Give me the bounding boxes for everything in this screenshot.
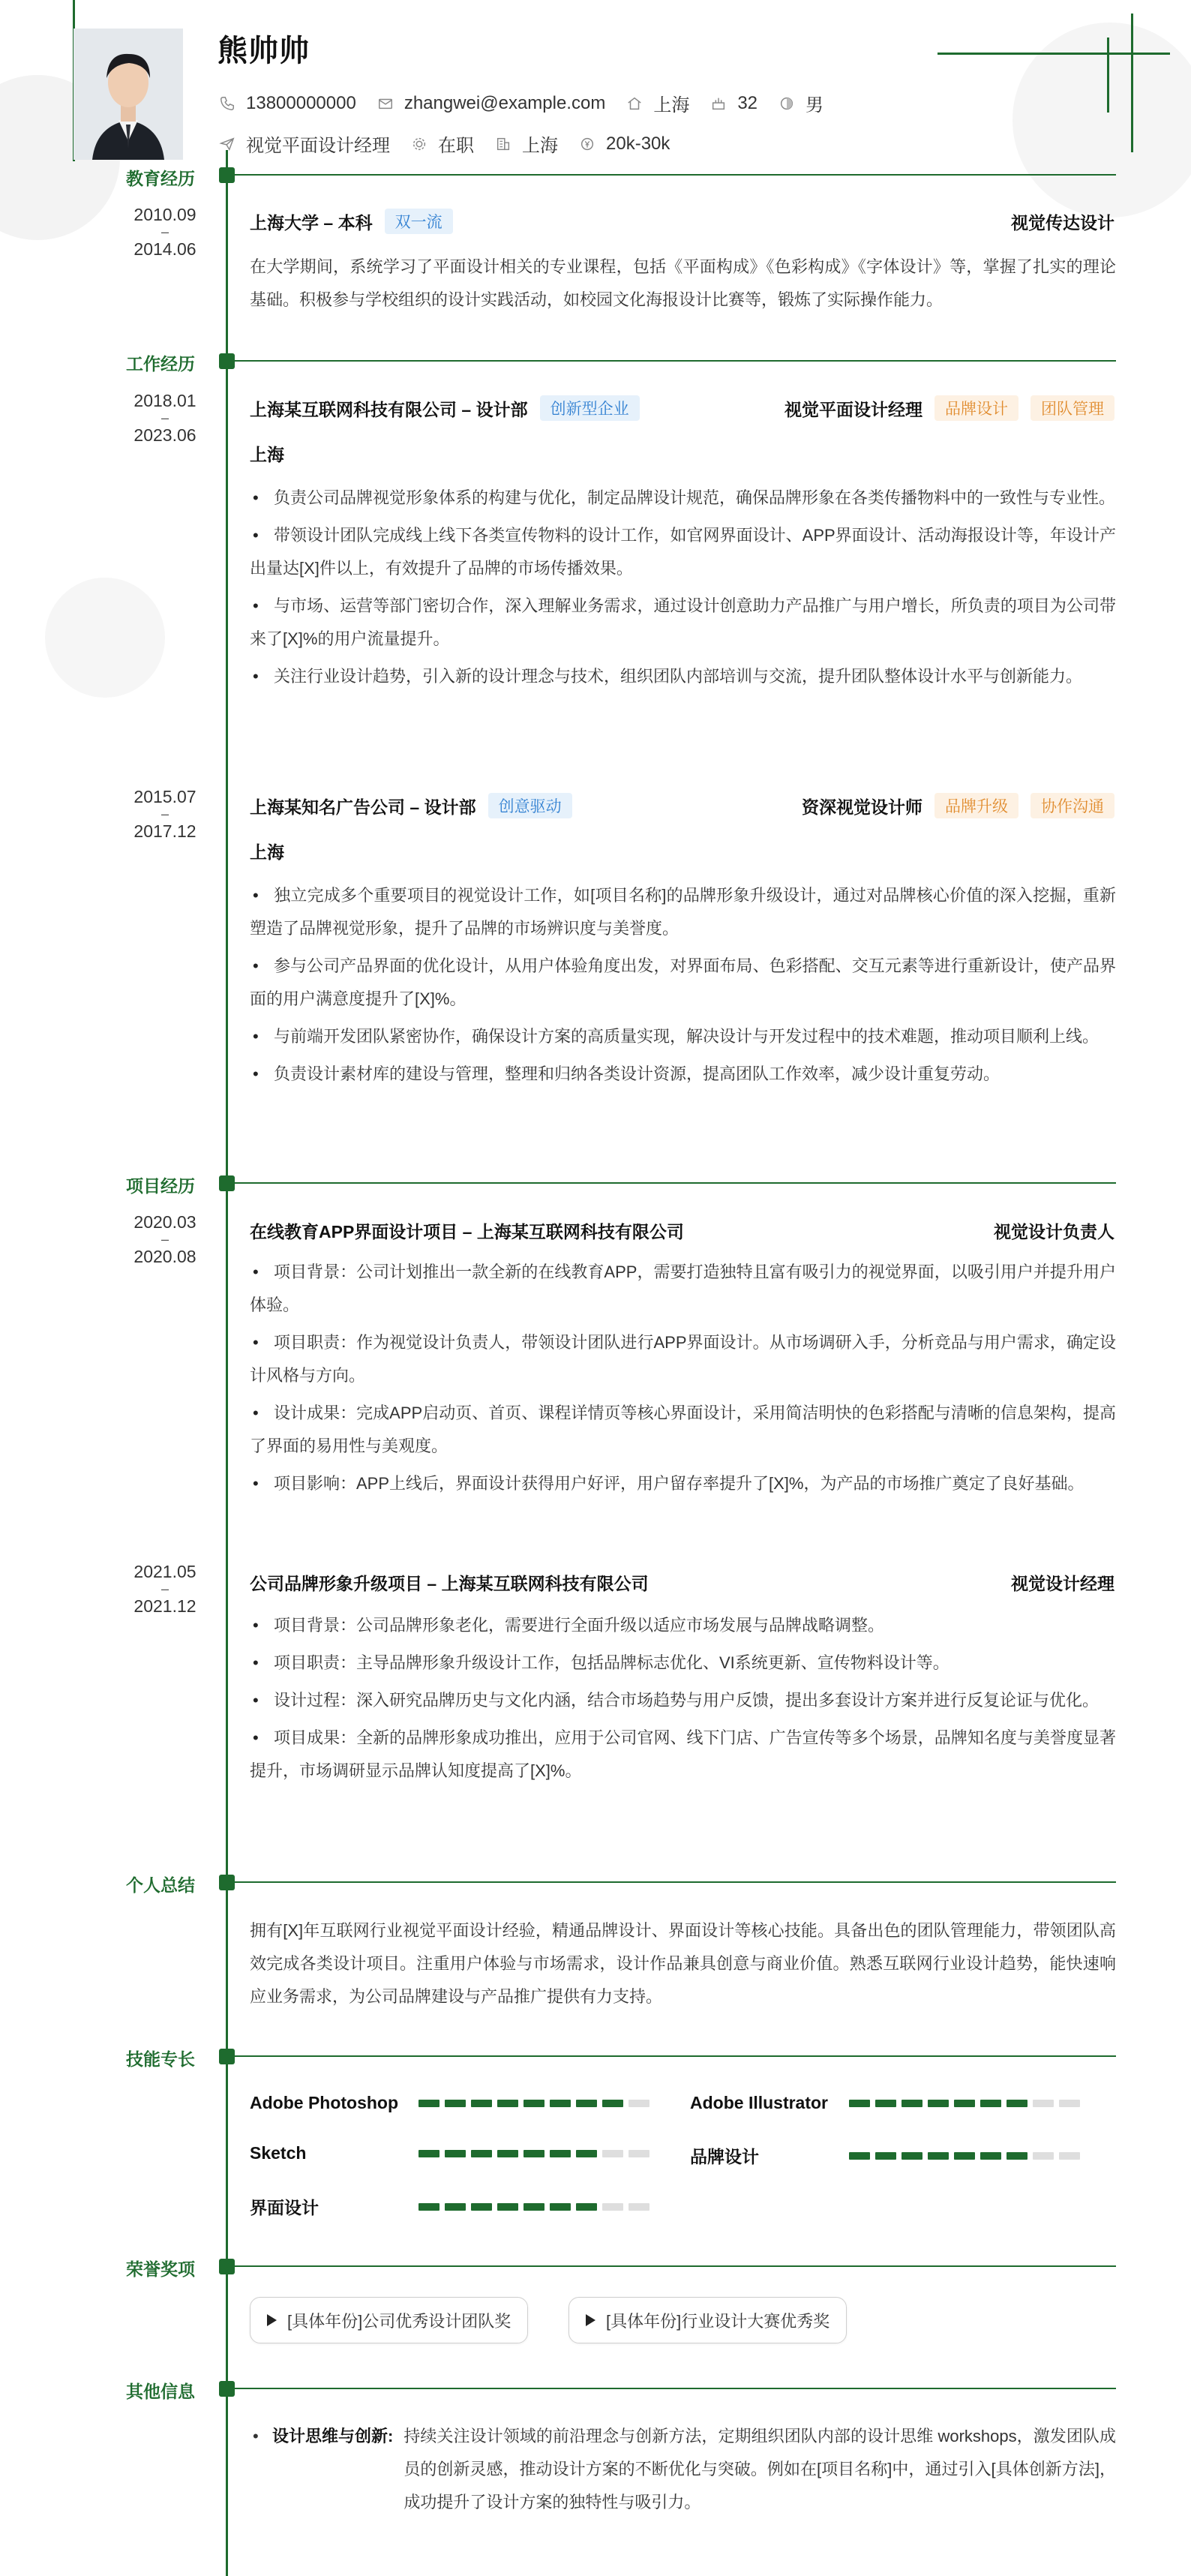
- list-item: • 带领设计团队完成线上线下各类宣传物料的设计工作，如官网界面设计、APP界面设计、活动海报设计等，年设计产出量达[X]件以上，有效提升了品牌的市场传播效果。: [250, 519, 1116, 585]
- job-target: [218, 131, 390, 157]
- skill-item: [250, 2143, 655, 2163]
- skill-level-bar: [849, 2100, 1085, 2107]
- gender-text: 男: [806, 95, 824, 116]
- skill-item: [690, 2093, 1085, 2113]
- skill-segment-filled: [1006, 2100, 1028, 2107]
- section-title-projects: 项目经历: [126, 1176, 195, 1196]
- work-head: [250, 395, 1114, 421]
- cake-icon: [709, 94, 728, 113]
- skill-segment-filled: [875, 2100, 896, 2107]
- home-icon: [625, 94, 644, 113]
- status-text: 在职: [438, 136, 474, 156]
- skill-segment-empty: [1033, 2152, 1054, 2160]
- section-title-honors: 荣誉奖项: [126, 2259, 195, 2279]
- summary-text: 拥有[X]年互联网行业视觉平面设计经验，精通品牌设计、界面设计等核心技能。具备出色的团队管理能力，带领团队高效完成各类设计项目。注重用户体验与市场需求，设计作品兼具创意与商业价值。熟悉互联网行业设计趋势，能快速响应业务需求，为公司品牌建设与产品推广提供有力支持。: [250, 1921, 1116, 2006]
- send-icon: [218, 134, 237, 154]
- section-title-other: 其他信息: [126, 2382, 195, 2401]
- list-item: • 项目影响：APP上线后，界面设计获得用户好评，用户留存率提升了[X]%，为产品的市场推广奠定了良好基础。: [250, 1467, 1116, 1500]
- project-head: [250, 1218, 1114, 1243]
- school-name: 上海大学 – 本科: [250, 212, 373, 233]
- skill-segment-filled: [849, 2100, 870, 2107]
- school-tag: 双一流: [385, 209, 453, 234]
- hometown-text: 上海: [653, 95, 690, 116]
- role-tag: 品牌升级: [934, 793, 1018, 818]
- date-start: 2010.09: [134, 205, 196, 224]
- project-bullets: [250, 1609, 1116, 1792]
- date-start: 2015.07: [134, 787, 196, 806]
- date-dash: –: [160, 410, 169, 425]
- honor-badge: [250, 2297, 528, 2343]
- skill-segment-empty: [1059, 2152, 1080, 2160]
- skill-segment-empty: [628, 2203, 650, 2211]
- project-date: [112, 1563, 218, 1615]
- list-item: • 项目职责：作为视觉设计负责人，带领设计团队进行APP界面设计。从市场调研入手，分析竞品与用户需求，确定设计风格与方向。: [250, 1326, 1116, 1392]
- skill-name: 界面设计: [250, 2198, 319, 2217]
- date-start: 2018.01: [134, 391, 196, 410]
- timeline-line: [226, 150, 228, 2576]
- section-title-skills: 技能专长: [126, 2049, 195, 2069]
- corner-decoration-v2: [1107, 38, 1109, 113]
- play-icon: [586, 2314, 596, 2326]
- skill-item: [250, 2093, 655, 2113]
- skill-segment-filled: [576, 2203, 597, 2211]
- list-item: • 项目职责：主导品牌形象升级设计工作，包括品牌标志优化、VI系统更新、宣传物料设计等。: [250, 1647, 1116, 1680]
- gender-icon: [777, 94, 796, 113]
- avatar: [74, 29, 183, 160]
- skill-segment-filled: [576, 2100, 597, 2107]
- skill-segment-filled: [524, 2100, 544, 2107]
- job-row: [218, 131, 689, 157]
- list-item: • 设计过程：深入研究品牌历史与文化内涵，结合市场趋势与用户反馈，提出多套设计方案并进行反复论证与优化。: [250, 1684, 1116, 1717]
- skill-segment-filled: [902, 2152, 922, 2160]
- project-date: [112, 1213, 218, 1265]
- list-item: • 与前端开发团队紧密协作，确保设计方案的高质量实现，解决设计与开发过程中的技术难题，推动项目顺利上线。: [250, 1020, 1116, 1053]
- contact-row: [218, 90, 843, 116]
- job-role: 资深视觉设计师: [802, 797, 922, 817]
- city-text: 上海: [522, 136, 558, 156]
- skill-segment-filled: [954, 2152, 975, 2160]
- gender: [777, 90, 824, 116]
- project-bullets: [250, 1256, 1116, 1505]
- section-divider: [228, 360, 1116, 362]
- role-tag: 协作沟通: [1030, 793, 1114, 818]
- skill-segment-filled: [471, 2203, 492, 2211]
- email: [376, 93, 606, 114]
- section-divider: [228, 2388, 1116, 2389]
- skill-segment-filled: [418, 2150, 440, 2157]
- list-item: • 负责公司品牌视觉形象体系的构建与优化，制定品牌设计规范，确保品牌形象在各类传播物料中的一致性与专业性。: [250, 482, 1116, 515]
- skill-segment-filled: [602, 2100, 623, 2107]
- work-location: 上海: [250, 445, 284, 464]
- project-head: [250, 1570, 1114, 1595]
- skill-name: Sketch: [250, 2143, 307, 2163]
- skill-segment-filled: [902, 2100, 922, 2107]
- skill-segment-filled: [875, 2152, 896, 2160]
- skill-segment-filled: [849, 2152, 870, 2160]
- list-item: • 项目背景：公司计划推出一款全新的在线教育APP，需要打造独特且富有吸引力的视觉界面，以吸引用户并提升用户体验。: [250, 1256, 1116, 1322]
- major: 视觉传达设计: [1011, 212, 1114, 233]
- skill-segment-empty: [602, 2150, 623, 2157]
- phone-icon: [218, 94, 237, 113]
- skill-item: [250, 2194, 655, 2219]
- education-description: 在大学期间，系统学习了平面设计相关的专业课程，包括《平面构成》《色彩构成》《字体设计》等，掌握了扎实的理论基础。积极参与学校组织的设计实践活动，如校园文化海报设计比赛等，锻炼了实际操作能力。: [250, 257, 1116, 309]
- job-role: 视觉平面设计经理: [784, 399, 922, 419]
- phone: [218, 93, 356, 114]
- section-divider: [228, 174, 1116, 176]
- work-date: [112, 392, 218, 444]
- email-text: zhangwei@example.com: [404, 92, 606, 113]
- salary-text: 20k-30k: [606, 133, 670, 154]
- skill-segment-filled: [418, 2203, 440, 2211]
- company-name: 上海某互联网科技有限公司 – 设计部: [250, 399, 528, 419]
- project-role: 视觉设计经理: [1011, 1574, 1114, 1593]
- date-end: 2017.12: [134, 821, 196, 841]
- other-value: 持续关注设计领域的前沿理念与创新方法，定期组织团队内部的设计思维 workshops，激发团队成员的创新灵感，推动设计方案的不断优化与突破。例如在[项目名称]中，通过引入[具体创新方法]，成功提升了设计方案的独特性与吸引力。: [404, 2427, 1116, 2511]
- list-item: • 与市场、运营等部门密切合作，深入理解业务需求，通过设计创意助力产品推广与用户增长，所负责的项目为公司带来了[X]%的用户流量提升。: [250, 590, 1116, 656]
- skill-segment-filled: [550, 2203, 571, 2211]
- date-end: 2014.06: [134, 239, 196, 259]
- skill-name: Adobe Photoshop: [250, 2093, 399, 2112]
- list-item: • 独立完成多个重要项目的视觉设计工作，如[项目名称]的品牌形象升级设计，通过对品牌核心价值的深入挖掘，重新塑造了品牌视觉形象，提升了品牌的市场辨识度与美誉度。: [250, 879, 1116, 945]
- project-title: 在线教育APP界面设计项目 – 上海某互联网科技有限公司: [250, 1222, 684, 1241]
- role-tag: 团队管理: [1030, 395, 1114, 421]
- date-start: 2020.03: [134, 1212, 196, 1232]
- section-divider: [228, 1182, 1116, 1184]
- skill-segment-filled: [497, 2150, 518, 2157]
- project-title: 公司品牌形象升级项目 – 上海某互联网科技有限公司: [250, 1574, 649, 1593]
- section-title-education: 教育经历: [126, 169, 195, 188]
- corner-decoration-v: [1131, 14, 1133, 152]
- skill-segment-filled: [550, 2100, 571, 2107]
- honor-text: [具体年份]行业设计大赛优秀奖: [606, 2311, 830, 2331]
- section-divider: [228, 2265, 1116, 2267]
- date-dash: –: [160, 806, 169, 821]
- skill-name: 品牌设计: [690, 2147, 759, 2166]
- salary: [578, 134, 670, 155]
- corner-decoration-h: [938, 53, 1170, 55]
- bg-circle-right: [1012, 23, 1191, 218]
- age-text: 32: [737, 92, 758, 113]
- skill-segment-empty: [1059, 2100, 1080, 2107]
- project-role: 视觉设计负责人: [994, 1222, 1114, 1241]
- skill-segment-filled: [524, 2150, 544, 2157]
- section-divider: [228, 2055, 1116, 2057]
- education-date: [112, 206, 218, 258]
- skill-level-bar: [418, 2150, 655, 2157]
- date-dash: –: [160, 1232, 169, 1247]
- skill-segment-filled: [928, 2152, 949, 2160]
- section-title-work: 工作经历: [126, 354, 195, 374]
- company-tag: 创新型企业: [540, 395, 640, 421]
- skill-segment-empty: [602, 2203, 623, 2211]
- skill-segment-filled: [497, 2100, 518, 2107]
- date-start: 2021.05: [134, 1562, 196, 1581]
- skill-segment-filled: [928, 2100, 949, 2107]
- date-end: 2020.08: [134, 1247, 196, 1266]
- section-title-summary: 个人总结: [126, 1875, 195, 1895]
- skill-segment-empty: [628, 2150, 650, 2157]
- list-item: • 项目成果：全新的品牌形象成功推出，应用于公司官网、线下门店、广告宣传等多个场景，品牌知名度与美誉度显著提升，市场调研显示品牌认知度提高了[X]%。: [250, 1722, 1116, 1788]
- skill-segment-filled: [471, 2150, 492, 2157]
- skill-segment-filled: [497, 2203, 518, 2211]
- honor-text: [具体年份]公司优秀设计团队奖: [287, 2311, 512, 2331]
- role-tag: 品牌设计: [934, 395, 1018, 421]
- section-divider: [228, 1881, 1116, 1883]
- bullet: •: [253, 2427, 259, 2445]
- hometown: [625, 90, 689, 116]
- skill-segment-filled: [1006, 2152, 1028, 2160]
- date-end: 2021.12: [134, 1596, 196, 1616]
- money-icon: [578, 134, 597, 154]
- job-target-text: 视觉平面设计经理: [246, 136, 390, 156]
- list-item: • 设计成果：完成APP启动页、首页、课程详情页等核心界面设计，采用简洁明快的色彩搭配与清晰的信息架构，提高了界面的易用性与美观度。: [250, 1397, 1116, 1463]
- skill-segment-filled: [954, 2100, 975, 2107]
- work-head: [250, 793, 1114, 818]
- skill-segment-filled: [418, 2100, 440, 2107]
- phone-text: 13800000000: [246, 92, 356, 113]
- job-city: [494, 131, 558, 157]
- skill-segment-empty: [628, 2100, 650, 2107]
- skill-segment-empty: [1033, 2100, 1054, 2107]
- building-icon: [494, 134, 513, 154]
- skill-segment-filled: [576, 2150, 597, 2157]
- company-name: 上海某知名广告公司 – 设计部: [250, 797, 476, 817]
- gear-icon: [410, 134, 429, 154]
- skill-item: [690, 2143, 1085, 2168]
- list-item: • 参与公司产品界面的优化设计，从用户体验角度出发，对界面布局、色彩搭配、交互元素等进行重新设计，使产品界面的用户满意度提升了[X]%。: [250, 950, 1116, 1016]
- list-item: • 负责设计素材库的建设与管理，整理和归纳各类设计资源，提高团队工作效率，减少设计重复劳动。: [250, 1058, 1116, 1091]
- education-head: [250, 209, 1114, 234]
- skill-segment-filled: [980, 2152, 1001, 2160]
- company-tag: 创意驱动: [488, 793, 572, 818]
- bg-circle-mid-left: [45, 578, 165, 698]
- other-key: 设计思维与创新:: [272, 2427, 394, 2445]
- date-dash: –: [160, 1581, 169, 1596]
- candidate-name: 熊帅帅: [218, 35, 310, 68]
- skill-segment-filled: [445, 2150, 466, 2157]
- play-icon: [267, 2314, 277, 2326]
- other-info-item: [250, 2420, 1116, 2519]
- work-date: [112, 788, 218, 840]
- skill-level-bar: [418, 2100, 655, 2107]
- job-status: [410, 131, 474, 157]
- skill-segment-filled: [524, 2203, 544, 2211]
- date-dash: –: [160, 224, 169, 239]
- skill-name: Adobe Illustrator: [690, 2093, 829, 2112]
- mail-icon: [376, 94, 395, 113]
- honor-badge: [568, 2297, 847, 2343]
- skill-level-bar: [849, 2152, 1085, 2160]
- skill-segment-filled: [550, 2150, 571, 2157]
- work-bullets: [250, 482, 1116, 698]
- work-location: 上海: [250, 842, 284, 862]
- skill-level-bar: [418, 2203, 655, 2211]
- age: [709, 93, 758, 114]
- list-item: • 项目背景：公司品牌形象老化，需要进行全面升级以适应市场发展与品牌战略调整。: [250, 1609, 1116, 1642]
- work-bullets: [250, 879, 1116, 1095]
- skill-segment-filled: [445, 2203, 466, 2211]
- date-end: 2023.06: [134, 425, 196, 445]
- skill-segment-filled: [471, 2100, 492, 2107]
- skill-segment-filled: [980, 2100, 1001, 2107]
- skill-segment-filled: [445, 2100, 466, 2107]
- list-item: • 关注行业设计趋势，引入新的设计理念与技术，组织团队内部培训与交流，提升团队整体设计水平与创新能力。: [250, 660, 1116, 693]
